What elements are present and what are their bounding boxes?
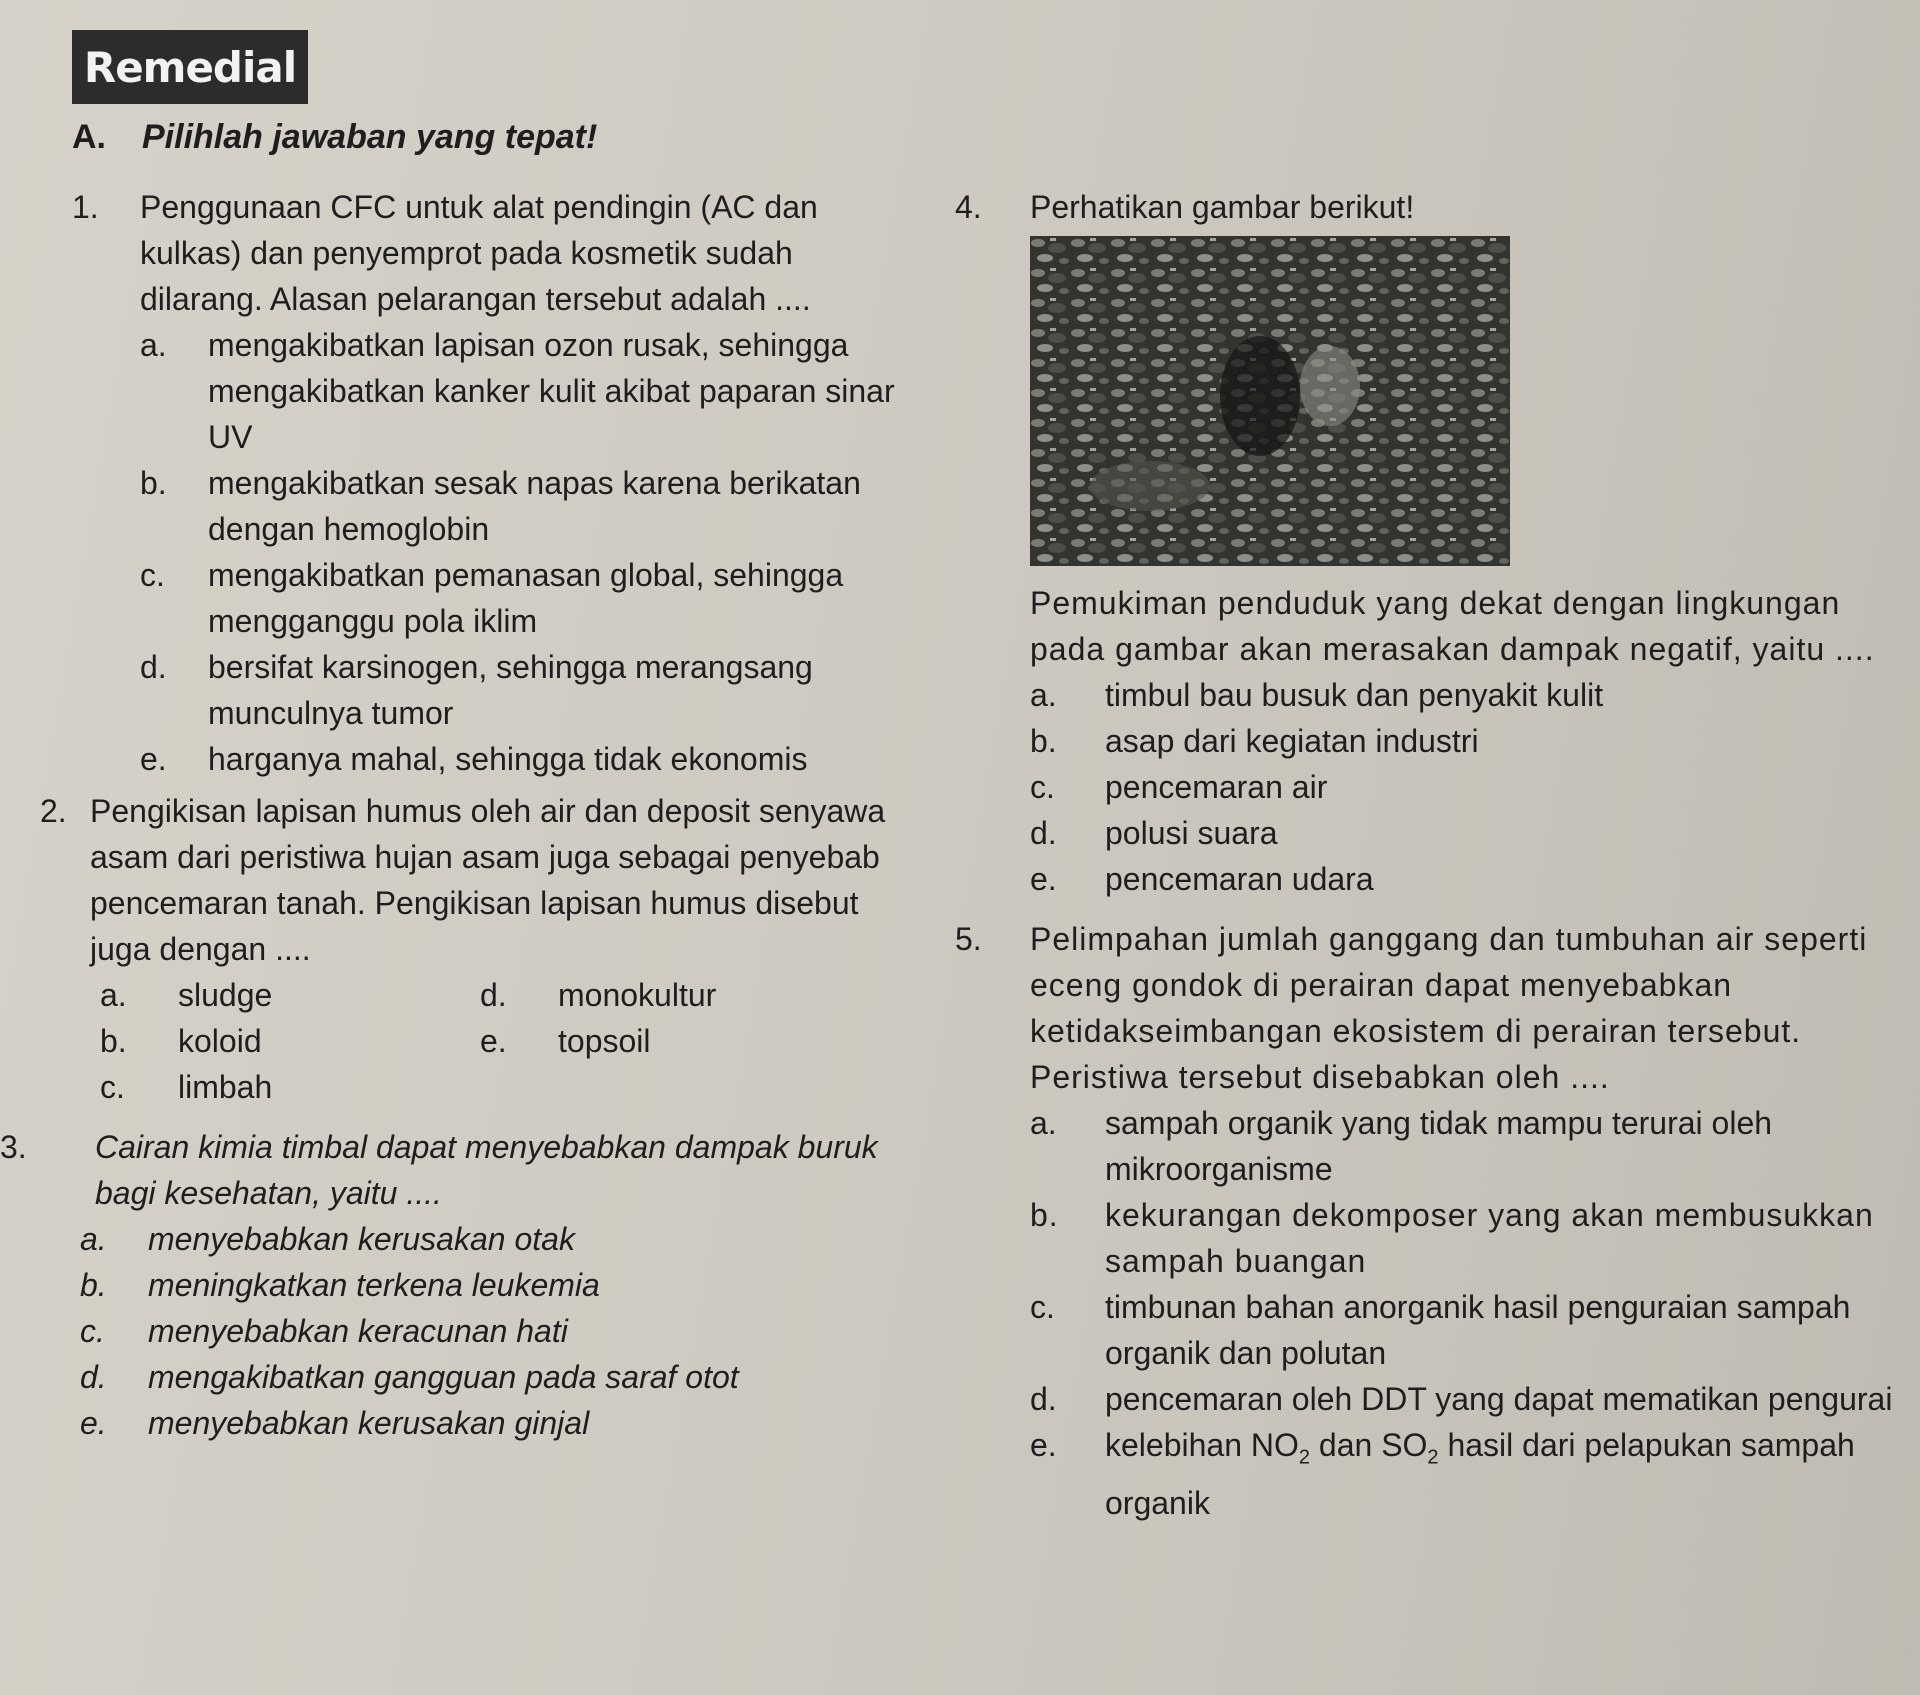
option-d[interactable]: d. pencemaran oleh DDT yang dapat mematikan pengurai [1030, 1381, 1893, 1417]
option-list [80, 1216, 900, 1446]
option-d[interactable]: d. monokultur [480, 977, 717, 1013]
option-c[interactable]: c. menyebabkan keracunan hati [80, 1313, 568, 1349]
option-c[interactable]: c. pencemaran air [1030, 769, 1328, 805]
question-number: 4. [955, 189, 982, 225]
question-stem: Pengikisan lapisan humus oleh air dan deposit senyawa asam dari peristiwa hujan asam juga sebagai penyebab pencemaran tanah. Pengikisan lapisan humus disebut juga dengan .... [90, 793, 886, 967]
question-2 [0, 788, 920, 1110]
question-3 [0, 1124, 920, 1446]
section-heading [72, 118, 597, 157]
question-stem: Cairan kimia timbal dapat menyebabkan dampak buruk bagi kesehatan, yaitu .... [95, 1129, 878, 1211]
option-e[interactable]: e. kelebihan $NO_2$ dan $SO_2$ hasil dari pelapukan sampah organik [1030, 1427, 1855, 1522]
option-b[interactable]: b. kekurangan dekomposer yang akan membusukkan sampah buangan [1030, 1197, 1874, 1279]
option-text: kelebihan $NO_2$ dan $SO_2$ hasil dari pelapukan sampah organik [1105, 1427, 1855, 1522]
option-a[interactable]: a. timbul bau busuk dan penyakit kulit [1030, 677, 1604, 713]
option-list [1030, 672, 1895, 902]
option-a[interactable]: a. sampah organik yang tidak mampu terurai oleh mikroorganisme [1030, 1105, 1773, 1187]
option-d[interactable]: d. bersifat karsinogen, sehingga merangsang munculnya tumor [140, 649, 813, 731]
option-a[interactable]: a. sludge [100, 977, 273, 1013]
garbage-dump-image [1030, 236, 1510, 566]
option-b[interactable]: b. meningkatkan terkena leukemia [80, 1267, 600, 1303]
option-d[interactable]: d. polusi suara [1030, 815, 1278, 851]
option-e[interactable]: e. harganya mahal, sehingga tidak ekonomis [140, 741, 808, 777]
option-e[interactable]: e. menyebabkan kerusakan ginjal [80, 1405, 590, 1441]
section-instruction: Pilihlah jawaban yang tepat! [142, 118, 598, 156]
option-grid [100, 972, 920, 1110]
section-label: A. [72, 118, 106, 156]
question-number: 2. [40, 793, 67, 829]
garbage-dump-photo [1030, 236, 1510, 566]
question-stem: Pelimpahan jumlah ganggang dan tumbuhan air seperti eceng gondok di perairan dapat menyebabkan ketidakseimbangan ekosistem di perairan tersebut. Peristiwa tersebut disebabkan oleh .... [1030, 921, 1868, 1095]
question-number: 5. [955, 921, 982, 957]
option-e[interactable]: e. pencemaran udara [1030, 861, 1374, 897]
question-intro: Perhatikan gambar berikut! [1030, 189, 1415, 225]
option-a[interactable]: a. menyebabkan kerusakan otak [80, 1221, 575, 1257]
option-c[interactable]: c. mengakibatkan pemanasan global, sehingga mengganggu pola iklim [140, 557, 844, 639]
option-e[interactable]: e. topsoil [480, 1023, 651, 1059]
question-number: 1. [72, 189, 99, 225]
question-1 [0, 184, 920, 782]
question-5 [955, 916, 1895, 1526]
question-stem: Penggunaan CFC untuk alat pendingin (AC dan kulkas) dan penyemprot pada kosmetik sudah dilarang. Alasan pelarangan tersebut adalah .... [140, 189, 818, 317]
right-column [955, 184, 1895, 1526]
option-b[interactable]: b. mengakibatkan sesak napas karena berikatan dengan hemoglobin [140, 465, 861, 547]
remedial-badge: Remedial [72, 30, 308, 104]
question-stem: Pemukiman penduduk yang dekat dengan lingkungan pada gambar akan merasakan dampak negatif, yaitu .... [1030, 585, 1875, 667]
option-list [140, 322, 910, 782]
question-number: 3. [0, 1129, 27, 1165]
option-b[interactable]: b. koloid [100, 1023, 262, 1059]
option-c[interactable]: c. limbah [100, 1069, 273, 1105]
question-4 [955, 184, 1895, 902]
option-d[interactable]: d. mengakibatkan gangguan pada saraf otot [80, 1359, 739, 1395]
left-column [0, 184, 920, 1446]
option-c[interactable]: c. timbunan bahan anorganik hasil penguraian sampah organik dan polutan [1030, 1289, 1851, 1371]
option-b[interactable]: b. asap dari kegiatan industri [1030, 723, 1479, 759]
option-a[interactable]: a. mengakibatkan lapisan ozon rusak, sehingga mengakibatkan kanker kulit akibat paparan sinar UV [140, 327, 895, 455]
option-list [1030, 1100, 1895, 1526]
